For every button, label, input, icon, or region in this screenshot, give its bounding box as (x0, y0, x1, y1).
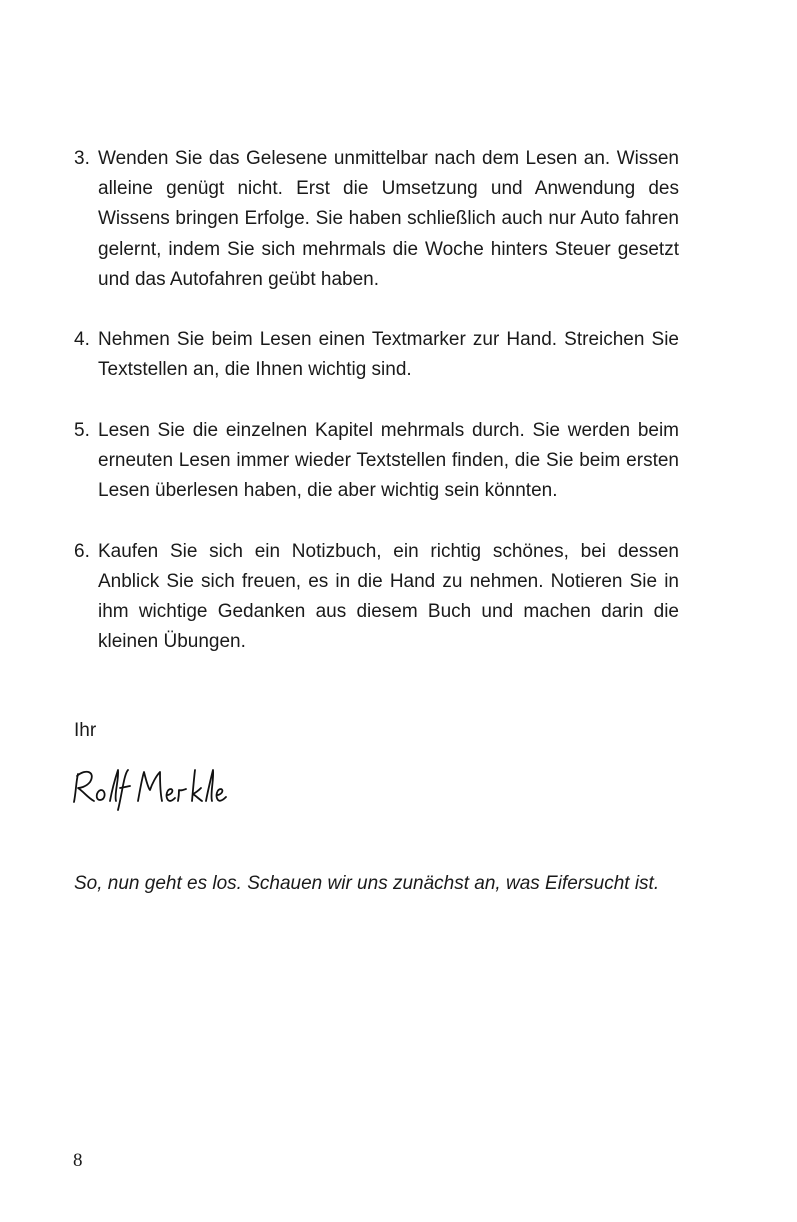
greeting: Ihr (74, 720, 97, 741)
item-text: Nehmen Sie beim Lesen einen Textmarker zur Hand. Streichen Sie Textstellen an, die Ihnen wichtig sind. (98, 329, 679, 381)
list-item-6 (74, 537, 679, 658)
item-text: Lesen Sie die einzelnen Kapitel mehrmals durch. Sie werden beim erneuten Lesen immer wieder Textstellen finden, die Sie beim ersten Lesen überlesen haben, die aber wichtig sein könnten. (98, 419, 679, 502)
item-number: 4. (74, 329, 90, 351)
list-item-5 (74, 416, 679, 507)
handwritten-signature (72, 760, 232, 816)
item-number: 5. (74, 419, 90, 441)
list-item-3 (74, 144, 679, 295)
closing-sentence: So, nun geht es los. Schauen wir uns zunächst an, was Eifersucht ist. (74, 873, 660, 894)
tips-list (74, 144, 679, 688)
signature-drawing (72, 760, 232, 816)
item-text: Wenden Sie das Gelesene unmittelbar nach dem Lesen an. Wissen alleine genügt nicht. Erst die Umsetzung und Anwendung des Wissens bringen Erfolge. Sie haben schließlich auch nur Auto fahren gelernt, indem Sie sich mehrmals die Woche hinters Steuer gesetzt und das Autofahren geübt haben. (98, 148, 679, 290)
item-text: Kaufen Sie sich ein Notizbuch, ein richtig schönes, bei dessen Anblick Sie sich freuen, es in die Hand zu nehmen. Notieren Sie in ihm wichtige Gedanken aus diesem Buch und machen darin die kleinen Übungen. (98, 540, 679, 653)
item-number: 3. (74, 148, 90, 169)
list-item-4 (74, 325, 679, 385)
item-number: 6. (74, 540, 90, 562)
page-number: 8 (73, 1150, 83, 1171)
